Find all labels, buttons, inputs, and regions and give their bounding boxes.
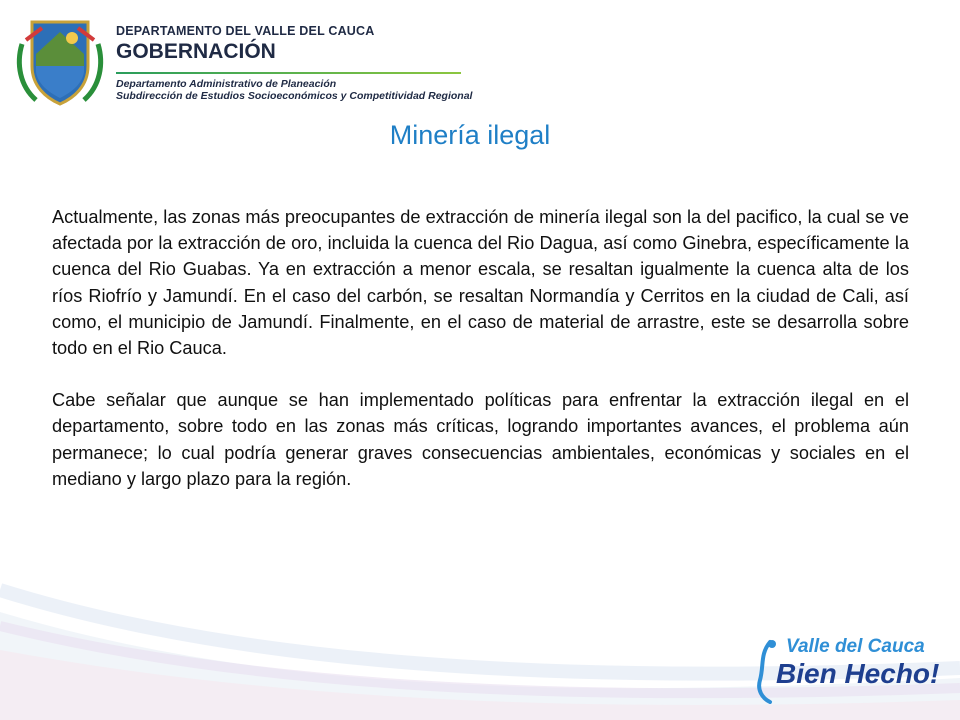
coat-of-arms-icon [12,14,108,108]
paragraph: Actualmente, las zonas más preocupantes de extracción de minería ilegal son la del pacifico, la cual se ve afectada por la extracción de oro, incluida la cuenca del Rio Dagua, así como Ginebra, específicamente la cuenca del Rio Guabas. Ya en extracción a menor escala, se resaltan igualmente la cuenca alta de los ríos Riofrío y Jamundí. En el caso del carbón, se resaltan Normandía y Cerritos en la ciudad de Cali, así como, el municipio de Jamundí. Finalmente, en el caso de material de arrastre, este se desarrolla sobre todo en el Rio Cauca. [52,207,909,359]
paragraph: Cabe señalar que aunque se han implementado políticas para enfrentar la extracción ilegal en el departamento, sobre todo en las zonas más críticas, logrando importantes avances, el problema aún permanece; lo cual podría generar graves consecuencias ambientales, económicas y sociales en el mediano y largo plazo para la región. [52,390,909,489]
gobernacion-label: GOBERNACIÓN [116,40,276,63]
office-name: Departamento Administrativo de Planeación [116,78,337,90]
page-title: Minería ilegal [389,120,551,150]
brand-line-2: Bien Hecho! [776,658,940,689]
office-lines [116,78,472,102]
header [8,8,478,108]
brand-line-1: Valle del Cauca [786,636,925,657]
subdivision-name: Subdirección de Estudios Socioeconómicos y Competitividad Regional [116,90,473,102]
department-name: DEPARTAMENTO DEL VALLE DEL CAUCA [116,24,375,38]
body-text [52,204,909,492]
brand-logo [752,632,952,712]
header-divider [116,72,461,74]
